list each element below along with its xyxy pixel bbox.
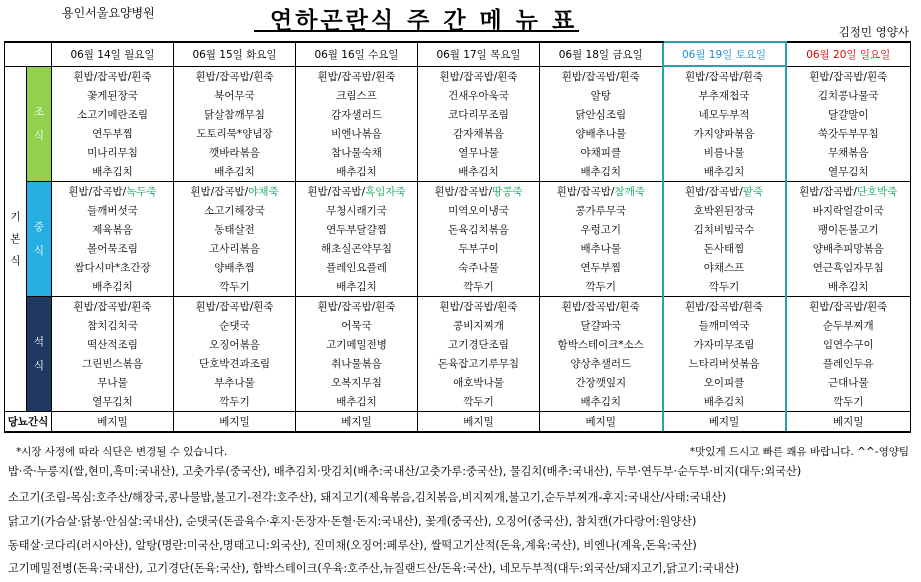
menu-item-base: 흰밥/잡곡밥/ — [556, 186, 615, 198]
menu-item: 배추김치 — [540, 162, 663, 182]
menu-item: 부추나물 — [174, 373, 296, 392]
snack-item: 베지밀 — [418, 412, 540, 433]
menu-item: 배추김치 — [663, 392, 786, 412]
menu-item: 호박왼된장국 — [663, 201, 786, 220]
menu-item: 김치비빔국수 — [663, 220, 786, 239]
menu-item: 콩가루무국 — [540, 201, 663, 220]
menu-item: 비엔나볶음 — [296, 124, 418, 143]
menu-item: 제육볶음 — [52, 220, 174, 239]
menu-item-porridge: 단호박죽 — [856, 186, 898, 198]
menu-item: 무채볶음 — [786, 143, 911, 162]
menu-item-base: 흰밥/잡곡밥/ — [190, 186, 249, 198]
menu-item: 깍두기 — [418, 277, 540, 297]
menu-item: 네모두부적 — [663, 105, 786, 124]
menu-row — [5, 162, 911, 182]
menu-item: 깍두기 — [174, 277, 296, 297]
menu-item: 흰밥/잡곡밥/흰죽 — [418, 297, 540, 317]
menu-item: 볼어묵조림 — [52, 239, 174, 258]
menu-item-base: 흰밥/잡곡밥/ — [799, 186, 857, 198]
menu-item: 두부구이 — [418, 239, 540, 258]
menu-item: 양배추나물 — [540, 124, 663, 143]
menu-item: 쑥갓두부무침 — [786, 124, 911, 143]
menu-item: 임연수구이 — [786, 335, 911, 354]
title-underline — [254, 30, 579, 32]
diet-category-label — [5, 66, 27, 412]
menu-item: 감자채볶음 — [418, 124, 540, 143]
menu-item: 흰밥/잡곡밥/흰죽 — [418, 66, 540, 86]
day-header-mon: 06월 14일 월요일 — [52, 42, 174, 66]
menu-item: 배추김치 — [52, 277, 174, 297]
menu-row — [5, 201, 911, 220]
menu-item: 양배추피망볶음 — [786, 239, 911, 258]
snack-item: 베지밀 — [296, 412, 418, 433]
menu-item-base: 흰밥/잡곡밥/ — [68, 186, 127, 198]
menu-row — [5, 373, 911, 392]
notice-text: *시장 사정에 따라 식단은 변경될 수 있습니다. — [16, 446, 228, 458]
menu-item — [786, 182, 911, 202]
menu-item: 부추재첩국 — [663, 86, 786, 105]
menu-item: 흰밥/잡곡밥/흰죽 — [786, 66, 911, 86]
menu-item: 쌈다시마*초간장 — [52, 258, 174, 277]
day-header-wed: 06월 16일 수요일 — [296, 42, 418, 66]
menu-item: 바지락얼갈이국 — [786, 201, 911, 220]
menu-item: 닭살참깨무침 — [174, 105, 296, 124]
menu-item: 간장깻잎지 — [540, 373, 663, 392]
menu-item: 깍두기 — [540, 277, 663, 297]
menu-item: 감자샐러드 — [296, 105, 418, 124]
menu-item: 애호박나물 — [418, 373, 540, 392]
diet-category-text: 기본식 — [10, 210, 21, 267]
menu-row — [5, 258, 911, 277]
meal-label-lunch — [27, 182, 52, 297]
menu-item: 양배추찜 — [174, 258, 296, 277]
menu-row — [5, 316, 911, 335]
menu-row — [5, 297, 911, 317]
origin-line: 닭고기(가슴살·닭봉·안심살:국내산), 순댓국(돈골육수·후지·돈장자·돈혈·돈지:국내산), 꽃게(중국산), 오징어(중국산), 참치캔(가다랑어:원양산) — [8, 515, 697, 528]
menu-item: 무청시래기국 — [296, 201, 418, 220]
menu-item: 흰밥/잡곡밥/흰죽 — [52, 297, 174, 317]
menu-row — [5, 392, 911, 412]
menu-item: 배추김치 — [296, 277, 418, 297]
menu-item: 오이피클 — [663, 373, 786, 392]
snack-item: 베지밀 — [174, 412, 296, 433]
menu-item: 소고기메란조림 — [52, 105, 174, 124]
menu-item: 순두부찌개 — [786, 316, 911, 335]
menu-item: 배추김치 — [663, 162, 786, 182]
menu-item: 고기경단조림 — [418, 335, 540, 354]
menu-item: 흰밥/잡곡밥/흰죽 — [540, 66, 663, 86]
menu-row — [5, 182, 911, 202]
menu-item: 배추김치 — [296, 392, 418, 412]
meal-label-breakfast — [27, 66, 52, 182]
menu-item: 흰밥/잡곡밥/흰죽 — [540, 297, 663, 317]
menu-item — [540, 182, 663, 202]
menu-item: 연두부찜 — [52, 124, 174, 143]
menu-row — [5, 66, 911, 86]
menu-item: 콩비지찌개 — [418, 316, 540, 335]
menu-row — [5, 143, 911, 162]
day-header-thu: 06월 17일 목요일 — [418, 42, 540, 66]
snack-item: 베지밀 — [786, 412, 911, 433]
menu-item-porridge: 팥죽 — [742, 186, 764, 198]
menu-item — [52, 182, 174, 202]
menu-item: 코다리무조림 — [418, 105, 540, 124]
menu-item: 어묵국 — [296, 316, 418, 335]
menu-item: 흰밥/잡곡밥/흰죽 — [296, 297, 418, 317]
menu-row — [5, 220, 911, 239]
page-title: 연하곤란식 주 간 메 뉴 표 — [270, 8, 578, 34]
menu-item: 비름나물 — [663, 143, 786, 162]
meal-label-text: 조식 — [33, 105, 45, 142]
menu-item: 느타리버섯볶음 — [663, 354, 786, 373]
menu-row — [5, 354, 911, 373]
origin-line: 동태살·코다리(러시아산), 알탕(명란:미국산,명태고니:외국산), 진미채(오징어:페루산), 쌀떡고기산적(돈육,계육:국산), 비엔나(계육,돈육:국산) — [8, 539, 697, 552]
snack-row — [5, 412, 911, 433]
menu-row — [5, 86, 911, 105]
menu-item: 달걀말이 — [786, 105, 911, 124]
menu-item: 플레인요플레 — [296, 258, 418, 277]
snack-label: 당뇨간식 — [5, 412, 52, 433]
menu-item: 소고기해장국 — [174, 201, 296, 220]
menu-item: 미역오이냉국 — [418, 201, 540, 220]
menu-item: 단호박견과조림 — [174, 354, 296, 373]
menu-row — [5, 239, 911, 258]
menu-row — [5, 124, 911, 143]
menu-item: 흰밥/잡곡밥/흰죽 — [174, 66, 296, 86]
snack-item: 베지밀 — [52, 412, 174, 433]
menu-item: 해초실곤약무침 — [296, 239, 418, 258]
menu-item: 김치콩나물국 — [786, 86, 911, 105]
day-header-tue: 06월 15일 화요일 — [174, 42, 296, 66]
day-header-sun: 06월 20일 일요일 — [786, 42, 911, 66]
weekly-menu-table — [4, 41, 911, 433]
menu-item: 돈육김치볶음 — [418, 220, 540, 239]
menu-item: 취나물볶음 — [296, 354, 418, 373]
menu-item: 배추김치 — [786, 277, 911, 297]
dietitian-name: 김정민 영양사 — [838, 25, 909, 39]
menu-item: 오징어볶음 — [174, 335, 296, 354]
menu-item-base: 흰밥/잡곡밥/ — [307, 186, 366, 198]
meal-label-text: 석식 — [33, 336, 45, 372]
menu-item: 흰밥/잡곡밥/흰죽 — [663, 297, 786, 317]
menu-item: 참치김치국 — [52, 316, 174, 335]
menu-item-porridge: 야채죽 — [248, 186, 279, 198]
menu-row — [5, 335, 911, 354]
menu-item: 열무김치 — [52, 392, 174, 412]
menu-item-base: 흰밥/잡곡밥/ — [434, 186, 493, 198]
menu-item: 야채스프 — [663, 258, 786, 277]
origin-line: 고기메밀전병(돈육:국내산), 고기경단(돈육:국산), 함박스테이크(우육:호주산,뉴질랜드산/돈육:국산), 네모두부적(대두:외국산/돼지고기,닭고기:국내산) — [8, 562, 740, 575]
menu-item: 무나물 — [52, 373, 174, 392]
menu-item: 연근흑임자무침 — [786, 258, 911, 277]
menu-item: 우렁고기 — [540, 220, 663, 239]
table-corner — [5, 42, 52, 66]
menu-item: 들깨버섯국 — [52, 201, 174, 220]
menu-item: 배추김치 — [174, 162, 296, 182]
menu-item: 배추김치 — [540, 392, 663, 412]
snack-item: 베지밀 — [663, 412, 786, 433]
menu-item: 배추나물 — [540, 239, 663, 258]
menu-item: 돈육잡고기루무침 — [418, 354, 540, 373]
menu-item: 미나리무침 — [52, 143, 174, 162]
menu-item: 숙주나물 — [418, 258, 540, 277]
menu-item: 깍두기 — [786, 392, 911, 412]
menu-item: 돈사태찜 — [663, 239, 786, 258]
menu-item: 순댓국 — [174, 316, 296, 335]
menu-item: 근대나물 — [786, 373, 911, 392]
menu-item: 플레인두유 — [786, 354, 911, 373]
meal-label-dinner — [27, 297, 52, 412]
menu-item: 닭안심조림 — [540, 105, 663, 124]
menu-item: 깍두기 — [663, 277, 786, 297]
menu-item — [296, 182, 418, 202]
menu-item: 북어무국 — [174, 86, 296, 105]
menu-item: 꽃게된장국 — [52, 86, 174, 105]
menu-item: 떡산적조림 — [52, 335, 174, 354]
menu-item: 연두부찜 — [540, 258, 663, 277]
menu-item-porridge: 참깨죽 — [614, 186, 645, 198]
menu-item: 양상추샐러드 — [540, 354, 663, 373]
menu-item: 팽이돈불고기 — [786, 220, 911, 239]
menu-item-porridge: 흑임자죽 — [365, 186, 406, 198]
menu-item — [418, 182, 540, 202]
menu-item: 그린빈스볶음 — [52, 354, 174, 373]
menu-item: 열무나물 — [418, 143, 540, 162]
menu-row — [5, 105, 911, 124]
menu-item-porridge: 땅콩죽 — [492, 186, 523, 198]
menu-item: 깻바라볶음 — [174, 143, 296, 162]
snack-item: 베지밀 — [540, 412, 663, 433]
menu-item: 배추김치 — [52, 162, 174, 182]
menu-item — [663, 182, 786, 202]
menu-item: 크림스프 — [296, 86, 418, 105]
menu-item: 깍두기 — [418, 392, 540, 412]
menu-item: 달걀파국 — [540, 316, 663, 335]
menu-item: 흰밥/잡곡밥/흰죽 — [786, 297, 911, 317]
meal-label-text: 중식 — [33, 221, 45, 257]
menu-item: 오복지무침 — [296, 373, 418, 392]
hospital-name: 용인서울요양병원 — [62, 6, 155, 20]
menu-item-porridge: 녹두죽 — [126, 186, 157, 198]
menu-item: 흰밥/잡곡밥/흰죽 — [663, 66, 786, 86]
menu-row — [5, 277, 911, 297]
origin-line: 소고기(조림-목심:호주산/해장국,콩나물밥,불고기-전각:호주산), 돼지고기(제육볶음,김치볶음,비지찌개,불고기,순두부찌개-후지:국내산/사태:국내산) — [8, 491, 727, 504]
menu-item — [174, 182, 296, 202]
day-header-sat: 06월 19일 토요일 — [663, 42, 786, 66]
menu-item: 알탕 — [540, 86, 663, 105]
menu-item: 가자미무조림 — [663, 335, 786, 354]
menu-item: 배추김치 — [296, 162, 418, 182]
thanks-text: *맛있게 드시고 빠른 쾌유 바랍니다. ^^-영양팀 — [689, 446, 909, 458]
menu-item: 열무김치 — [786, 162, 911, 182]
origin-line: 밥·죽·누룽지(쌀,현미,흑미:국내산), 고춧가루(중국산), 배추김치·맛김치(배추:국내산/고춧가루:중국산), 물김치(배추:국내산), 두부·연두부·순두부·비지(대두:외국산) — [8, 465, 802, 478]
menu-item: 가지양파볶음 — [663, 124, 786, 143]
menu-item: 흰밥/잡곡밥/흰죽 — [52, 66, 174, 86]
menu-item: 고사리볶음 — [174, 239, 296, 258]
menu-item: 흰밥/잡곡밥/흰죽 — [174, 297, 296, 317]
menu-item: 도토리묵*양념장 — [174, 124, 296, 143]
menu-item: 동태살전 — [174, 220, 296, 239]
menu-item: 건새우아욱국 — [418, 86, 540, 105]
menu-item: 고기메밀전병 — [296, 335, 418, 354]
menu-item-base: 흰밥/잡곡밥/ — [684, 186, 743, 198]
menu-item: 흰밥/잡곡밥/흰죽 — [296, 66, 418, 86]
menu-item: 함박스테이크*소스 — [540, 335, 663, 354]
menu-item: 깍두기 — [174, 392, 296, 412]
menu-item: 배추김치 — [418, 162, 540, 182]
menu-item: 들깨미역국 — [663, 316, 786, 335]
menu-item: 야채피클 — [540, 143, 663, 162]
day-header-fri: 06월 18일 금요일 — [540, 42, 663, 66]
menu-item: 참나물숙채 — [296, 143, 418, 162]
menu-item: 연두부달걀찜 — [296, 220, 418, 239]
